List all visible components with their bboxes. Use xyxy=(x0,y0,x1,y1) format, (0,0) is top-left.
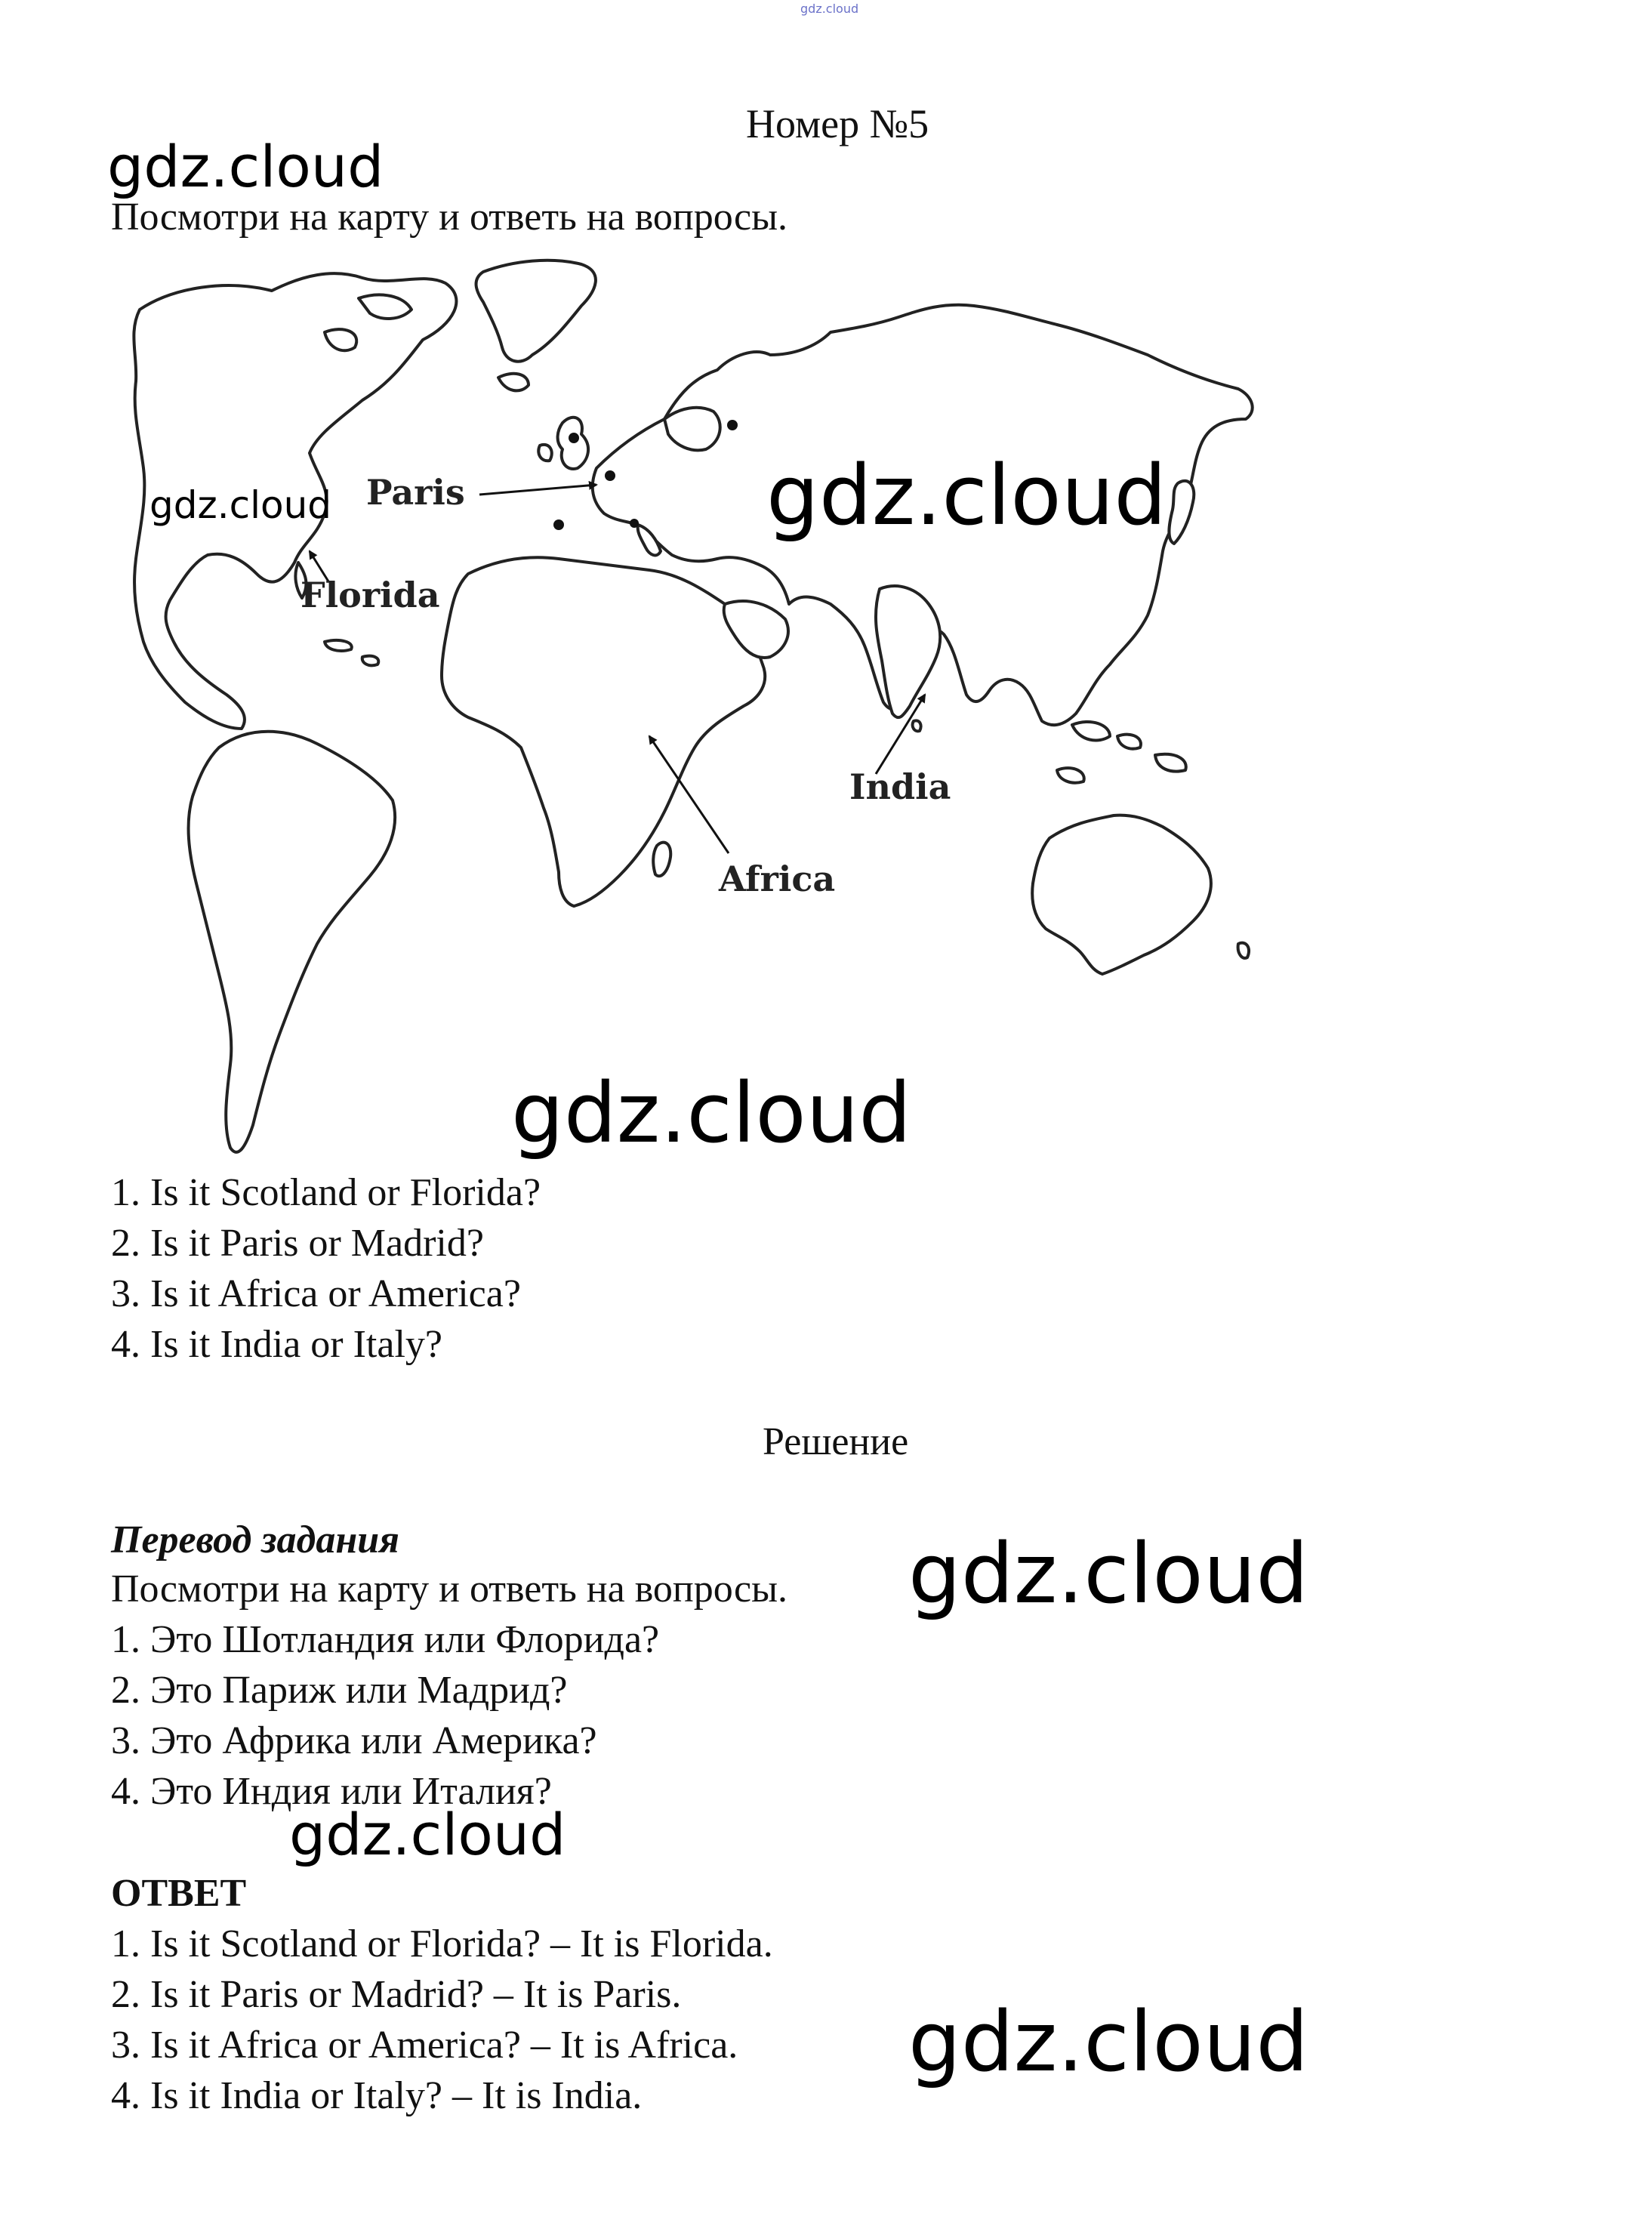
city-dot xyxy=(569,433,579,443)
paris-arrow-icon xyxy=(479,485,596,495)
watermark: gdz.cloud xyxy=(289,1801,566,1868)
answer-item: 1. Is it Scotland or Florida? – It is Florida. xyxy=(111,1922,773,1965)
city-dot xyxy=(553,519,564,530)
question-item: 3. Is it Africa or America? xyxy=(111,1272,521,1315)
greenland-shape xyxy=(476,261,596,362)
africa-shape xyxy=(442,557,765,906)
city-dot xyxy=(605,470,615,481)
map-label-india: India xyxy=(849,766,951,807)
map-label-florida: Florida xyxy=(301,575,440,615)
watermark: gdz.cloud xyxy=(908,1525,1309,1622)
answer-item: 3. Is it Africa or America? – It is Africa. xyxy=(111,2024,738,2067)
australia-shape xyxy=(1032,815,1211,974)
map-label-paris: Paris xyxy=(366,472,465,513)
watermark: gdz.cloud xyxy=(511,1065,912,1161)
top-watermark: gdz.cloud xyxy=(800,2,859,16)
south-america-shape xyxy=(189,732,396,1152)
watermark: gdz.cloud xyxy=(766,447,1167,544)
city-dot xyxy=(727,420,738,430)
answer-item: 4. Is it India or Italy? – It is India. xyxy=(111,2074,643,2117)
solution-heading: Решение xyxy=(763,1420,909,1463)
translation-question: 4. Это Индия или Италия? xyxy=(111,1770,552,1813)
city-dot xyxy=(630,519,639,528)
japan-shape xyxy=(1169,481,1194,544)
map-label-africa: Africa xyxy=(719,859,836,899)
task-instruction: Посмотри на карту и ответь на вопросы. xyxy=(111,196,788,239)
translation-heading: Перевод задания xyxy=(111,1518,399,1561)
translation-instruction: Посмотри на карту и ответь на вопросы. xyxy=(111,1568,788,1611)
world-map xyxy=(106,249,1284,1170)
watermark: gdz.cloud xyxy=(107,133,384,200)
question-item: 4. Is it India or Italy? xyxy=(111,1323,442,1366)
question-item: 2. Is it Paris or Madrid? xyxy=(111,1222,484,1265)
question-item: 1. Is it Scotland or Florida? xyxy=(111,1171,541,1214)
answer-heading: ОТВЕТ xyxy=(111,1872,247,1915)
translation-question: 2. Это Париж или Мадрид? xyxy=(111,1669,568,1712)
translation-question: 3. Это Африка или Америка? xyxy=(111,1719,597,1762)
translation-question: 1. Это Шотландия или Флорида? xyxy=(111,1618,660,1661)
answer-item: 2. Is it Paris or Madrid? – It is Paris. xyxy=(111,1973,682,2016)
watermark: gdz.cloud xyxy=(149,483,332,527)
watermark: gdz.cloud xyxy=(908,1993,1309,2090)
page-title: Номер №5 xyxy=(746,101,929,146)
